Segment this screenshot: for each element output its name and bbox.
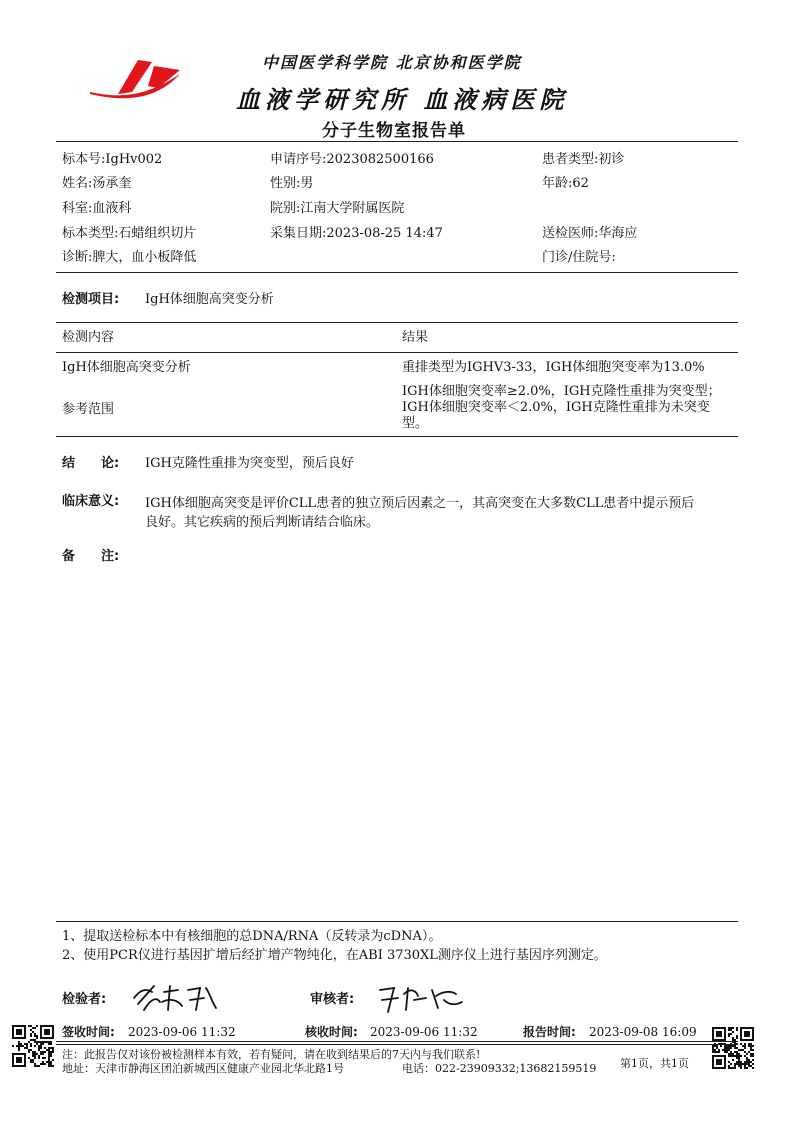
qr-code-right <box>712 1027 754 1069</box>
report-time-label: 报告时间: <box>523 1025 576 1039</box>
methods-line-1: 1、提取送检标本中有核细胞的总DNA/RNA（反转录为cDNA）。 <box>62 929 442 944</box>
footer-phone: 电话：022-23909332;13682159519 <box>402 1062 597 1075</box>
sample-type: 标本类型:石蜡组织切片 <box>62 226 197 241</box>
conclusion-value: IGH克隆性重排为突变型，预后良好 <box>145 456 354 471</box>
logo-swoosh-upper <box>118 60 152 94</box>
hospital-branch: 院别:江南大学附属医院 <box>270 201 405 216</box>
table-header-result: 结果 <box>402 330 429 345</box>
clinical-label: 临床意义: <box>62 494 120 509</box>
check-time-label: 核收时间: <box>305 1025 358 1039</box>
patient-sex: 性别:男 <box>270 176 314 191</box>
methods-line-2: 2、使用PCR仪进行基因扩增后经扩增产物纯化，在ABI 3730XL测序仪上进行基因序列测定。 <box>62 948 607 963</box>
collect-date: 采集日期:2023-08-25 14:47 <box>270 226 443 241</box>
reviewer-label: 审核者: <box>310 992 355 1007</box>
table-top-line <box>56 322 738 323</box>
qr-code-left <box>12 1025 54 1067</box>
sample-number: 标本号:IgHv002 <box>62 152 163 167</box>
footer-address: 地址：天津市静海区团泊新城西区健康产业园北华北路1号 <box>62 1062 344 1075</box>
institution-line2: 血液学研究所 血液病医院 <box>236 85 569 114</box>
footer-line-2 <box>56 1044 738 1045</box>
sign-time: 2023-09-06 11:32 <box>128 1025 236 1039</box>
table-header-content: 检测内容 <box>62 330 115 345</box>
request-number: 申请序号:2023082500166 <box>270 152 434 167</box>
department: 科室:血液科 <box>62 201 132 216</box>
clinical-value: IGH体细胞高突变是评价CLL患者的独立预后因素之一，其高突变在大多数CLL患者中提示预后良好。其它疾病的预后判断请结合临床。 <box>145 496 695 530</box>
diagnosis: 诊断:脾大，血小板降低 <box>62 250 197 265</box>
table-row-name: IgH体细胞高突变分析 <box>62 360 191 375</box>
conclusion-label: 结 论: <box>62 456 120 471</box>
report-time: 2023-09-08 16:09 <box>589 1025 697 1039</box>
page-number: 第1页，共1页 <box>620 1057 689 1070</box>
referring-doctor: 送检医师:华海应 <box>542 226 638 241</box>
examiner-label: 检验者: <box>62 992 107 1007</box>
reference-value: IGH体细胞突变率≥2.0%，IGH克隆性重排为突变型；IGH体细胞突变率＜2.0%，IGH克隆性重排为未突变型。 <box>402 384 721 431</box>
institution-line1: 中国医学科学院 北京协和医学院 <box>262 53 522 72</box>
table-bottom-line <box>56 436 738 437</box>
header-divider <box>56 141 738 142</box>
test-item-value: IgH体细胞高突变分析 <box>145 292 274 307</box>
hospital-logo <box>88 52 184 104</box>
patient-type: 患者类型:初诊 <box>542 152 625 167</box>
sign-time-label: 签收时间: <box>62 1025 115 1039</box>
methods-top-line <box>56 921 738 922</box>
reference-label: 参考范围 <box>62 402 115 417</box>
test-item-label: 检测项目: <box>62 292 120 307</box>
patient-age: 年龄:62 <box>542 176 589 191</box>
reviewer-signature <box>376 980 468 1016</box>
remark-label: 备 注: <box>62 549 120 564</box>
patient-divider <box>56 272 738 273</box>
patient-name: 姓名:汤承奎 <box>62 176 132 191</box>
report-title: 分子生物室报告单 <box>322 121 466 141</box>
check-time: 2023-09-06 11:32 <box>370 1025 478 1039</box>
clinic-number: 门诊/住院号: <box>542 250 616 265</box>
footer-note: 注：此报告仅对该份被检测样本有效，若有疑问，请在收到结果后的7天内与我们联系! <box>62 1048 481 1061</box>
footer-line-1 <box>56 1041 738 1042</box>
table-header-line <box>56 352 738 353</box>
table-row-result: 重排类型为IGHV3-33，IGH体细胞突变率为13.0% <box>402 360 705 375</box>
examiner-signature <box>130 980 222 1016</box>
